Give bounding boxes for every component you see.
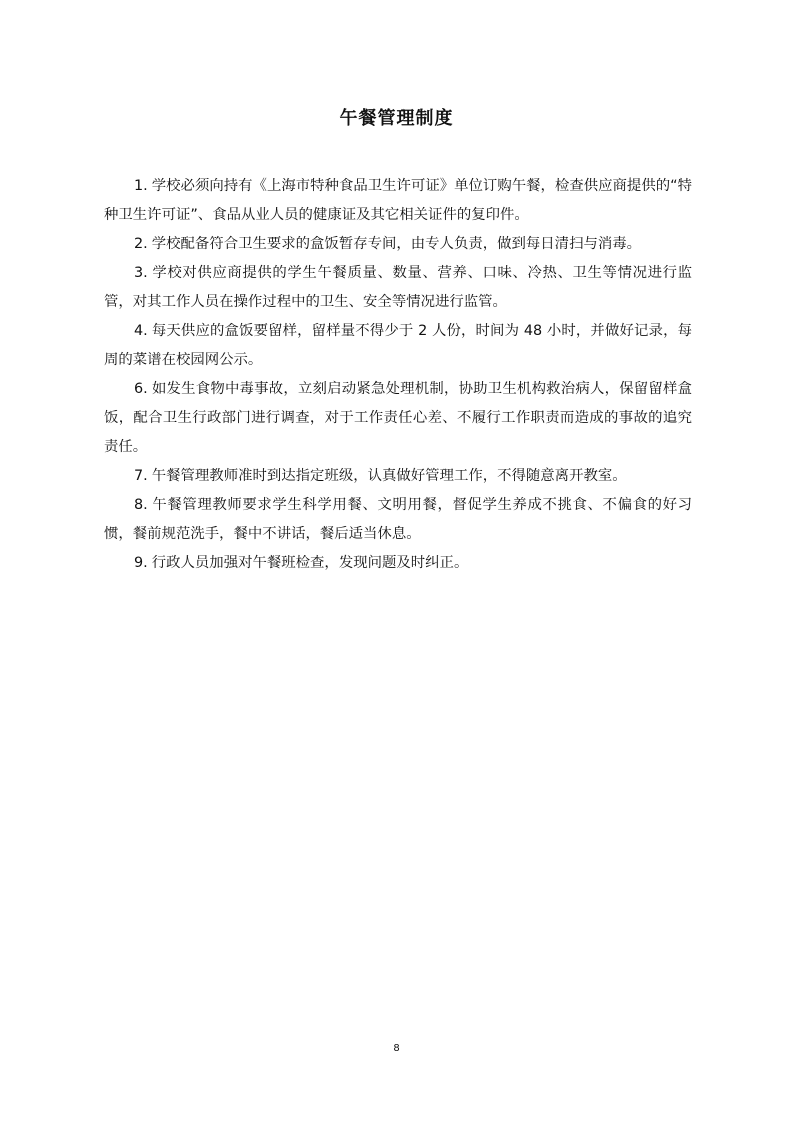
list-item — [104, 230, 692, 259]
item-text: 每天供应的盒饭要留样，留样量不得少于 2 人份，时间为 48 小时，并做好记录，每周的菜谱在校园网公示。 — [104, 323, 692, 368]
item-text: 午餐管理教师准时到达指定班级，认真做好管理工作，不得随意离开教室。 — [151, 468, 627, 484]
regulation-list — [104, 172, 692, 578]
list-item — [104, 375, 692, 462]
item-number: 4. — [134, 323, 148, 339]
page-title: 午餐管理制度 — [339, 108, 454, 129]
item-text: 午餐管理教师要求学生科学用餐、文明用餐，督促学生养成不挑食、不偏食的好习惯，餐前规范洗手，餐中不讲话，餐后适当休息。 — [104, 497, 692, 542]
list-item — [104, 462, 692, 491]
item-text: 学校必须向持有《上海市特种食品卫生许可证》单位订购午餐，检查供应商提供的“特种卫生许可证”、食品从业人员的健康证及其它相关证件的复印件。 — [104, 178, 692, 223]
item-number: 2. — [134, 236, 148, 252]
item-text: 学校对供应商提供的学生午餐质量、数量、营养、口味、冷热、卫生等情况进行监管，对其工作人员在操作过程中的卫生、安全等情况进行监管。 — [104, 265, 692, 310]
list-item — [104, 259, 692, 317]
item-number: 3. — [134, 265, 148, 281]
item-number: 6. — [134, 381, 148, 397]
item-number: 8. — [134, 497, 148, 513]
list-item — [104, 317, 692, 375]
item-number: 9. — [134, 555, 148, 571]
item-text: 行政人员加强对午餐班检查，发现问题及时纠正。 — [151, 555, 469, 571]
item-text: 学校配备符合卫生要求的盒饭暂存专间，由专人负责，做到每日清扫与消毒。 — [151, 236, 642, 252]
item-number: 7. — [134, 468, 148, 484]
list-item — [104, 549, 692, 578]
item-number: 1. — [134, 178, 148, 194]
item-text: 如发生食物中毒事故，立刻启动紧急处理机制，协助卫生机构救治病人，保留留样盒饭，配合卫生行政部门进行调查，对于工作责任心差、不履行工作职责而造成的事故的追究责任。 — [104, 381, 692, 455]
list-item — [104, 172, 692, 230]
list-item — [104, 491, 692, 549]
page-number: 8 — [393, 1043, 400, 1054]
